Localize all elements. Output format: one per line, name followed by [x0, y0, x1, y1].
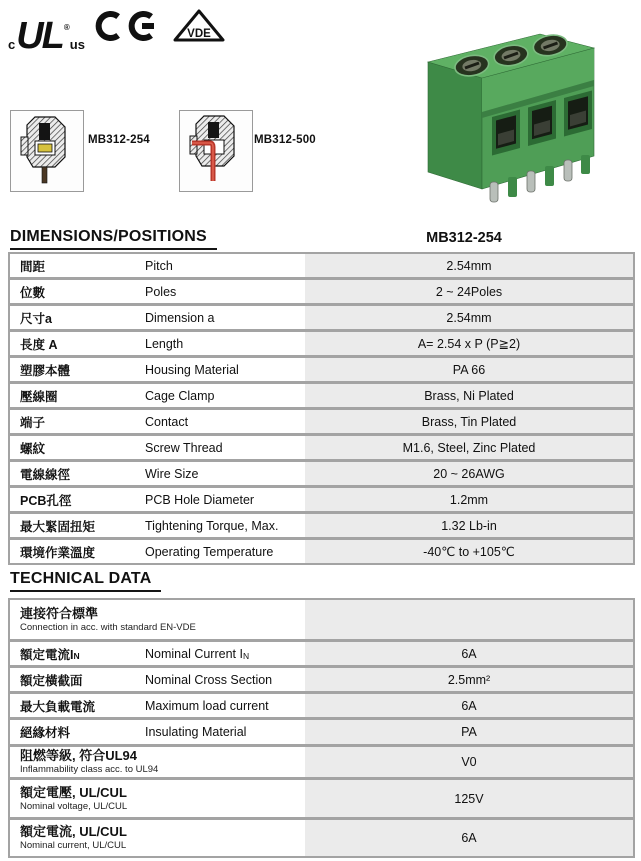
technical-table	[8, 598, 635, 858]
row-label-zh: 額定電流I N	[20, 647, 80, 662]
table-row	[10, 280, 633, 306]
ce-mark-icon	[95, 9, 161, 48]
row-value: PA 66	[305, 358, 633, 381]
table-row	[10, 384, 633, 410]
row-value: 1.32 Lb-in	[305, 514, 633, 537]
row-label-zh: 長度 A	[20, 337, 58, 352]
row-label-en: Nominal Cross Section	[145, 672, 273, 687]
table-row	[10, 780, 633, 820]
table-row	[10, 694, 633, 720]
row-value: 125V	[305, 780, 633, 817]
dimensions-table	[8, 252, 635, 565]
row-value: M1.6, Steel, Zinc Plated	[305, 436, 633, 459]
model-column-header: MB312-254	[426, 230, 502, 246]
row-value: PA	[305, 720, 633, 744]
vde-mark-icon	[171, 8, 227, 49]
row-label: 額定電壓, UL/CUL Nominal voltage, UL/CUL	[20, 784, 128, 812]
row-value: 2.54mm	[305, 254, 633, 277]
ul-logo-text: UL	[16, 14, 63, 57]
row-value: 6A	[305, 642, 633, 665]
table-row	[10, 332, 633, 358]
row-label-zh: 額定橫截面	[20, 673, 83, 688]
table-row	[10, 720, 633, 747]
row-label-zh: 塑膠本體	[20, 363, 71, 378]
row-label-en: Tightening Torque, Max.	[145, 518, 279, 533]
table-row	[10, 436, 633, 462]
product-photo	[398, 24, 633, 211]
table-row	[10, 642, 633, 668]
row-value: A= 2.54 x P (P≧2)	[305, 332, 633, 355]
row-label-en: Housing Material	[145, 362, 239, 377]
row-label-zh: 最大緊固扭矩	[20, 519, 96, 534]
table-row	[10, 306, 633, 332]
row-label-zh: 壓線圈	[20, 389, 58, 404]
table-row	[10, 462, 633, 488]
row-label-en: PCB Hole Diameter	[145, 492, 255, 507]
row-label-zh: 最大負載電流	[20, 699, 96, 714]
row-label-en: Nominal Current I N	[145, 646, 250, 661]
cross-section-diagram-500	[179, 110, 253, 192]
row-label: 阻燃等級, 符合UL94 Inflammability class acc. to UL94	[20, 748, 159, 776]
row-label-en: Cage Clamp	[145, 388, 215, 403]
row-label-zh: 間距	[20, 259, 46, 274]
row-label-en: Insulating Material	[145, 725, 247, 739]
ul-suffix: us	[69, 37, 85, 52]
row-value: 6A	[305, 694, 633, 717]
row-value: 2.54mm	[305, 306, 633, 329]
table-row	[10, 410, 633, 436]
row-label-zh: 絕緣材料	[20, 726, 71, 740]
row-label-en: Length	[145, 336, 184, 351]
row-value: 1.2mm	[305, 488, 633, 511]
row-value	[305, 600, 633, 639]
table-row	[10, 747, 633, 780]
row-value: 6A	[305, 820, 633, 856]
ul-prefix: c	[8, 37, 16, 52]
row-value: Brass, Ni Plated	[305, 384, 633, 407]
row-label-zh: 螺紋	[20, 441, 46, 456]
table-row	[10, 514, 633, 540]
wire-opening-1	[492, 110, 520, 156]
row-label-en: Poles	[145, 284, 177, 299]
vde-label: VDE	[187, 28, 211, 40]
ul-mark-icon	[8, 14, 85, 57]
row-label-en: Wire Size	[145, 466, 199, 481]
row-label-zh: 環境作業溫度	[20, 545, 96, 560]
row-label-zh: PCB孔徑	[20, 493, 72, 508]
wire-opening-3	[564, 91, 592, 137]
row-label-zh: 電線線徑	[20, 467, 71, 482]
row-value: 20 ~ 26AWG	[305, 462, 633, 485]
table-row	[10, 540, 633, 563]
row-value: 2.5mm²	[305, 668, 633, 691]
row-label-en: Pitch	[145, 258, 173, 273]
row-label-en: Dimension a	[145, 310, 215, 325]
technical-section-title: TECHNICAL DATA	[10, 570, 161, 592]
certification-marks	[8, 4, 227, 57]
table-row	[10, 358, 633, 384]
row-label-zh: 端子	[20, 415, 46, 430]
row-label-en: Contact	[145, 414, 189, 429]
dimensions-section-title: DIMENSIONS/POSITIONS	[10, 228, 217, 250]
row-label-en: Maximum load current	[145, 698, 269, 713]
table-row	[10, 254, 633, 280]
row-value: -40℃ to +105℃	[305, 540, 633, 563]
row-label-en: Operating Temperature	[145, 544, 274, 559]
row-label: 連接符合標準 Connection in acc. with standard EN-VDE	[20, 605, 196, 633]
table-row	[10, 820, 633, 856]
row-label-zh: 位數	[20, 285, 46, 300]
table-row	[10, 600, 633, 642]
row-label: 額定電流, UL/CUL Nominal current, UL/CUL	[20, 824, 127, 852]
wire-opening-2	[528, 100, 556, 146]
table-row	[10, 668, 633, 694]
diagram-label-254: MB312-254	[88, 134, 150, 146]
row-label-zh: 尺寸a	[20, 311, 52, 326]
row-value: Brass, Tin Plated	[305, 410, 633, 433]
row-value: 2 ~ 24Poles	[305, 280, 633, 303]
table-row	[10, 488, 633, 514]
registered-symbol: ®	[63, 22, 70, 32]
diagram-label-500: MB312-500	[254, 134, 316, 146]
cross-section-diagram-254	[10, 110, 84, 192]
row-label-en: Screw Thread	[145, 440, 223, 455]
row-value: V0	[305, 747, 633, 777]
